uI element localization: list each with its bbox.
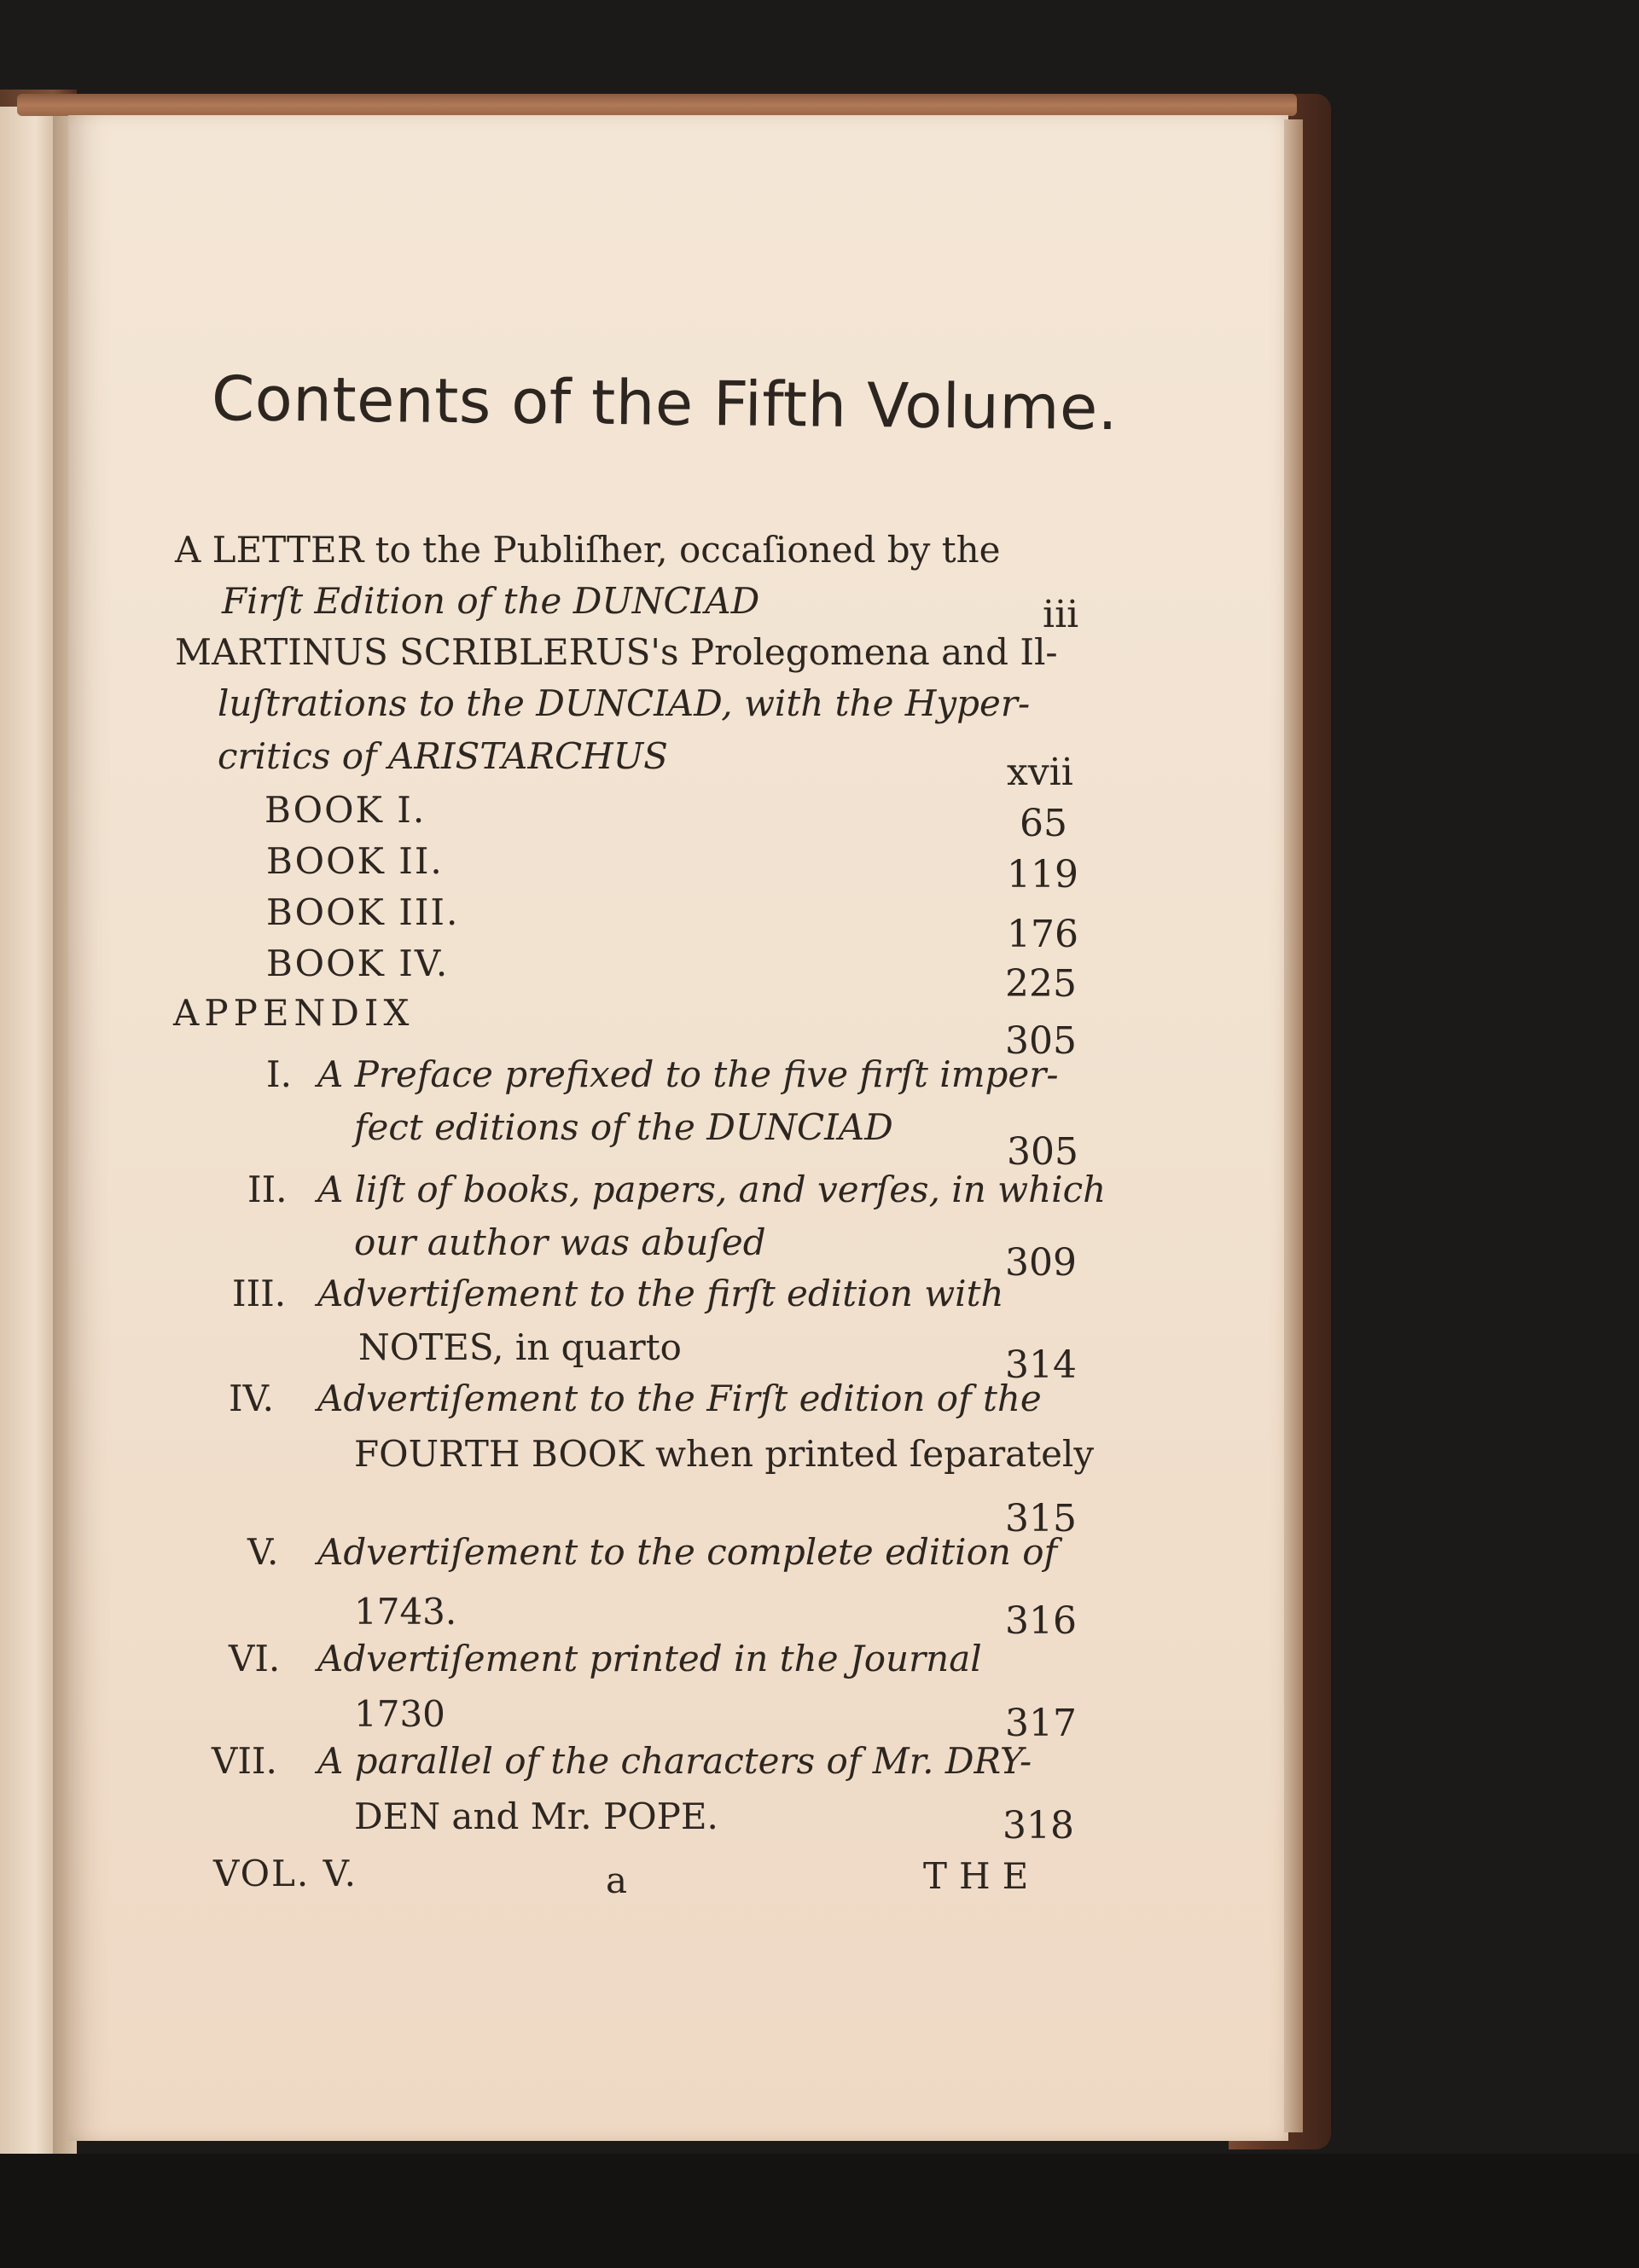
entry-1-page: iii	[1043, 593, 1079, 636]
appendix-1-line-2: fect editions of the DUNCIAD	[354, 1106, 893, 1148]
appendix-7-line-1: A parallel of the characters of Mr. DRY-	[317, 1740, 1032, 1782]
appendix-4-line-2: FOURTH BOOK when printed ſeparately	[354, 1433, 1095, 1475]
appendix-3-numeral: III.	[232, 1273, 287, 1314]
appendix-4-numeral: IV.	[229, 1378, 274, 1419]
page-edge-right	[1284, 119, 1303, 2132]
appendix-6-page: 317	[1005, 1702, 1077, 1745]
page-title: Contents of the Fifth Volume.	[211, 363, 1119, 444]
entry-book-3-page: 176	[1007, 913, 1078, 956]
appendix-4-line-1: Advertiſement to the Firſt edition of the	[317, 1378, 1042, 1419]
appendix-2-line-2: our author was abuſed	[354, 1221, 766, 1263]
appendix-3-line-1: Advertiſement to the firſt edition with	[317, 1273, 1004, 1314]
appendix-3-page: 314	[1005, 1343, 1077, 1387]
appendix-7-page: 318	[1003, 1804, 1074, 1847]
entry-1-line-2: Firſt Edition of the DUNCIAD	[222, 580, 760, 622]
entry-2-line-3: critics of ARISTARCHUS	[218, 735, 668, 777]
appendix-page: 305	[1005, 1019, 1077, 1063]
appendix-5-page: 316	[1005, 1599, 1077, 1643]
appendix-1-numeral: I.	[266, 1053, 292, 1095]
appendix-2-page: 309	[1005, 1241, 1077, 1285]
appendix-6-line-1: Advertiſement printed in the Journal	[317, 1638, 982, 1679]
appendix-6-line-2: 1730	[354, 1693, 445, 1735]
appendix-7-line-2: DEN and Mr. POPE.	[354, 1795, 718, 1837]
appendix-2-numeral: II.	[247, 1169, 288, 1210]
entry-book-2-page: 119	[1007, 853, 1078, 896]
entry-book-1: BOOK I.	[264, 789, 427, 831]
volume-label: VOL. V.	[213, 1853, 357, 1894]
appendix-4-page: 315	[1005, 1497, 1077, 1540]
entry-2-line-1: MARTINUS SCRIBLERUS's Prolegomena and Il-	[175, 631, 1058, 673]
appendix-5-numeral: V.	[247, 1531, 279, 1573]
entry-book-4-page: 225	[1005, 962, 1077, 1006]
signature-mark: a	[606, 1859, 628, 1901]
appendix-5-line-1: Advertiſement to the complete edition of	[317, 1531, 1058, 1573]
entry-book-1-page: 65	[1020, 802, 1067, 845]
entry-2-line-2: luſtrations to the DUNCIAD, with the Hyper-	[218, 682, 1031, 724]
appendix-2-line-1: A liſt of books, papers, and verſes, in which	[317, 1169, 1107, 1210]
appendix-5-line-2: 1743.	[354, 1591, 457, 1633]
appendix-1-page: 305	[1007, 1130, 1078, 1174]
background-bottom	[0, 2154, 1639, 2268]
entry-book-4: BOOK IV.	[266, 943, 450, 984]
entry-book-3: BOOK III.	[266, 891, 460, 933]
catchword: THE	[923, 1855, 1041, 1897]
appendix-1-line-1: A Preface prefixed to the five firſt imper-	[317, 1053, 1059, 1095]
entry-2-page: xvii	[1007, 751, 1073, 794]
appendix-heading: APPENDIX	[173, 992, 415, 1034]
entry-1-line-1: A LETTER to the Publiſher, occaſioned by the	[175, 529, 1001, 571]
appendix-7-numeral: VII.	[212, 1740, 277, 1782]
page-edge-top	[17, 94, 1297, 116]
facing-page	[0, 107, 60, 2154]
appendix-6-numeral: VI.	[229, 1638, 281, 1679]
entry-book-2: BOOK II.	[266, 840, 444, 882]
appendix-3-line-2: NOTES, in quarto	[358, 1326, 682, 1368]
